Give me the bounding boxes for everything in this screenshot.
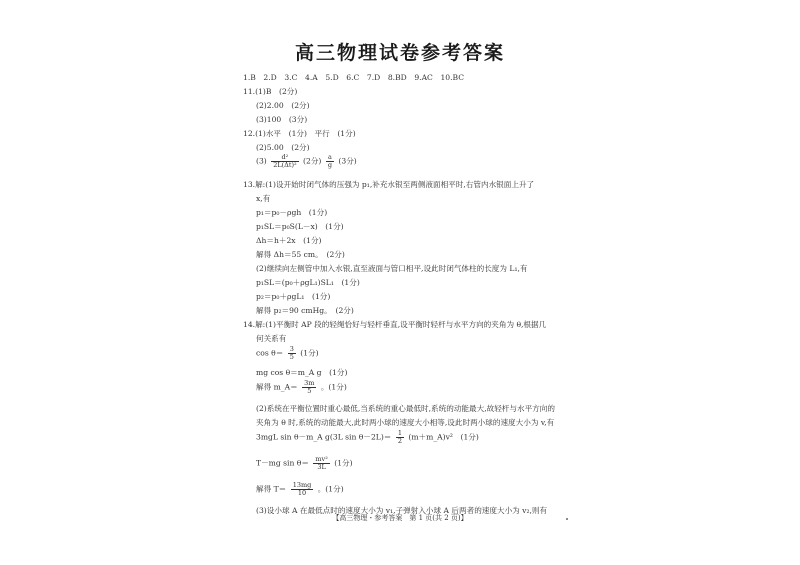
q14-result1: 解得 m_A＝ $\frac{3m}{5}$ 。(1分)	[256, 379, 347, 395]
fraction: $\frac{13mg}{10}$	[292, 481, 312, 497]
q13-result2: 解得 p₂＝90 cmHg。 (2分)	[256, 306, 354, 315]
q14-part3: (3)设小球 A 在最低点时的速度大小为 v₁,子弹射入小球 A 后两者的速度大小为 v₂,则有	[256, 506, 548, 515]
q14-eq2: mg cos θ＝m_A g (1分)	[256, 368, 348, 377]
q14-eq3: 3mgL sin θ－m_A g(3L sin θ－2L)＝ $\frac{1}{2}$ (m＋m_A)v² (1分)	[256, 429, 479, 445]
q14-intro: 14.解:(1)平衡时 AP 段的轻绳恰好与轻杆垂直,设平衡时轻杆与水平方向的夹角为 θ,根据几	[243, 320, 547, 329]
q13-result1: 解得 Δh＝55 cm。 (2分)	[256, 250, 345, 259]
q14-eq4: T－mg sin θ＝ $\frac{\text{mv²}}{3L}$ (1分)	[256, 455, 353, 471]
q11-part1: 11.(1)B (2分)	[243, 87, 298, 96]
page-footer: 【高三物理・参考答案 第 1 页(共 2 页)】	[332, 514, 468, 522]
document-title: 高三物理试卷参考答案	[294, 42, 505, 64]
fraction: $\frac{\text{mv²}}{3L}$	[315, 455, 328, 471]
q14-part2-cont: 夹角为 θ 时,系统的动能最大,此时两小球的速度大小相等,设此时两小球的速度大小为 v,有	[256, 418, 555, 427]
q12-part3: (3) $\frac{\text{d²}}{\text{2L(Δt)²}}$ (2分) $\frac{a}{g}$ (3分)	[256, 153, 357, 169]
fraction: $\frac{\text{d²}}{\text{2L(Δt)²}}$	[273, 153, 297, 169]
q13-intro-cont: x,有	[256, 194, 271, 203]
q14-eq1: cos θ＝ $\frac{3}{5}$ (1分)	[256, 345, 319, 361]
q13-eq5: p₂＝p₀＋ρgL₁ (1分)	[256, 292, 331, 301]
fraction: $\frac{a}{g}$	[327, 153, 332, 169]
fraction: $\frac{3m}{5}$	[304, 379, 315, 395]
fraction: $\frac{3}{5}$	[289, 345, 294, 361]
q13-eq4: p₁SL＝(p₀＋ρgL₁)SL₁ (1分)	[256, 278, 360, 287]
q13-eq2: p₁SL＝p₀S(L－x) (1分)	[256, 222, 344, 231]
q11-part3: (3)100 (3分)	[256, 115, 308, 124]
q12-part2: (2)5.00 (2分)	[256, 143, 310, 152]
q13-part2: (2)继续向左侧管中加入水银,直至液面与管口相平,设此时闭气体柱的长度为 L₁,有	[256, 264, 528, 273]
q14-part2: (2)系统在平衡位置时重心最低,当系统的重心最低时,系统的动能最大,故轻杆与水平方向的	[256, 404, 555, 413]
q14-result2: 解得 T＝ $\frac{13mg}{10}$ 。(1分)	[256, 481, 344, 497]
scan-speck	[566, 518, 568, 520]
q13-eq1: p₁＝p₀－ρgh (1分)	[256, 208, 328, 217]
q14-intro-cont: 何关系有	[256, 334, 287, 343]
q11-part2: (2)2.00 (2分)	[256, 101, 310, 110]
mc-answers: 1.B 2.D 3.C 4.A 5.D 6.C 7.D 8.BD 9.AC 10.BC	[243, 73, 465, 82]
q13-intro: 13.解:(1)设开始时闭气体的压强为 p₁,补充水银至两侧液面相平时,右管内水银面上升了	[243, 180, 535, 189]
q12-part1: 12.(1)水平 (1分) 平行 (1分)	[243, 129, 356, 138]
fraction: $\frac{1}{2}$	[397, 429, 402, 445]
q13-eq3: Δh＝h＋2x (1分)	[256, 236, 322, 245]
